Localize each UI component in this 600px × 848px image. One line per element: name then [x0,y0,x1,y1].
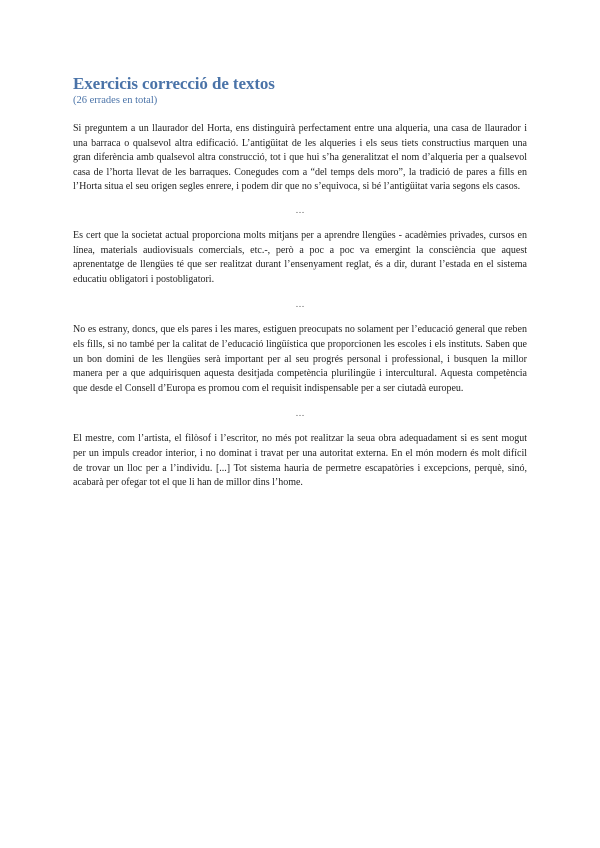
page-subtitle: (26 errades en total) [73,95,158,106]
section-separator: … [295,408,305,419]
page-title: Exercicis correcció de textos [73,74,275,93]
paragraph-3: No es estrany, doncs, que els pares i les mares, estiguen preocupats no solament per l’educació general que reben els fills, si no també per la calitat de l’educació lingüística que proporcionen les escoles i els instituts. Saben que un bon domini de les llengües serà important per al seu progrés personal i professional, i busquen la millor manera per a que adquirisquen aquesta desitjada competència plurilingüe i intercultural. Aquesta competència que desde el Consell d’Europa es promou com el requisit indispensable per a ser ciutadà europeu. [73,324,527,394]
paragraph-2: Es cert que la societat actual proporciona molts mitjans per a aprendre llengües - acadèmies privades, cursos en línea, materials audiovisuals comercials, etc.-, però a poc a poc va emergint la consciència que aquest aprenentatge de llengües té que ser realitzat durant l’ensenyament reglat, és a dir, durant l’estada en el sistema educatiu obligatori i postobligatori. [73,229,527,285]
section-separator: … [295,299,305,310]
document-body [73,74,527,491]
section-separator: … [295,204,305,215]
paragraph-4: El mestre, com l’artista, el filòsof i l’escritor, no més pot realitzar la seua obra adequadament si es sent mogut per un impuls creador interior, i no dominat i travat per una autoritat externa. En el món modern és molt difícil de trovar un lloc per a l’individu. [...] Tot sistema hauria de permetre escapatòries i excepcions, perquè, sinó, acabarà per ofegar tot el que li han de millor dins l’home. [73,433,527,489]
paragraph-1: Si preguntem a un llaurador del Horta, ens distinguirà perfectament entre una alqueria, una casa de llaurador i una barraca o qualsevol altra edificació. L’antigüitat de les alqueries i els seus tiets constructius marquen una gran diferència amb qualsevol altra construcció, tot i que hui s’ha generalitzat el nom d’alqueria per a qualsevol casa de l’horta llevat de les barraques. Conegudes com a “del temps dels moro”, la tradició de pares a fills en l’Horta situa el seu origen segles enrere, i podem dir que no s’equivoca, si bé l’antigüitat varia segons els casos. [73,123,527,193]
